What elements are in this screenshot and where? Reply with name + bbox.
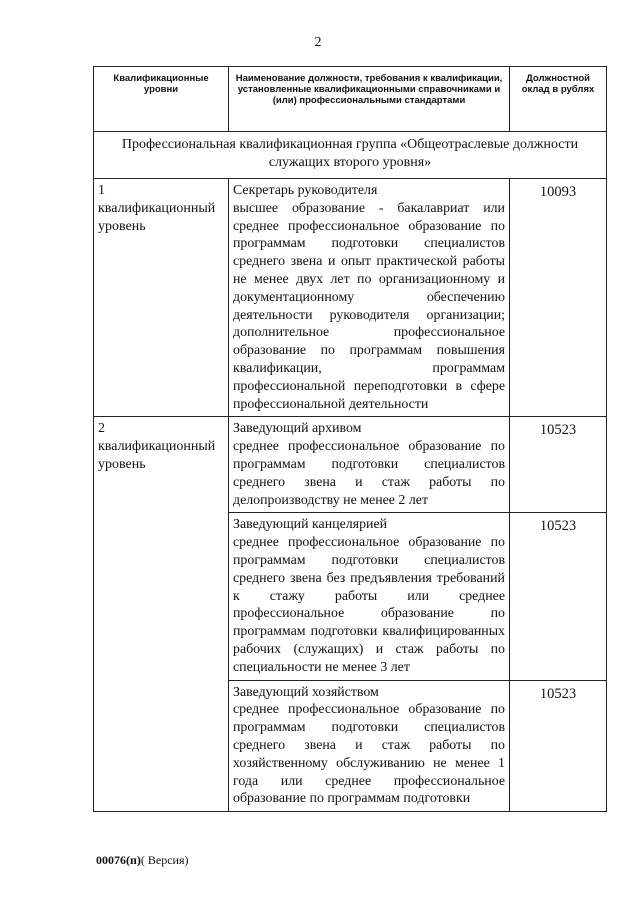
page-number: 2 — [314, 35, 322, 50]
header-level: Квалификационные уровни — [94, 67, 229, 132]
level-cell: 2 квалификационный уровень — [94, 417, 229, 812]
header-position: Наименование должности, требования к квалификации, установленные квалификационными справочниками и (или) профессиональными стандартами — [229, 67, 510, 132]
level-cell: 1 квалификационный уровень — [94, 179, 229, 417]
table-row — [94, 417, 607, 513]
position-title: Заведующий архивом — [233, 421, 362, 437]
salary-cell: 10523 — [510, 513, 607, 680]
salary-cell: 10093 — [510, 179, 607, 417]
qualification-table — [93, 66, 607, 812]
footer-version: ( Версия) — [140, 853, 189, 867]
position-requirements: высшее образование - бакалавриат или среднее профессиональное образование по программам подготовки специалистов среднего звена и опыт практической работы не менее двух лет по организационному и документационному обеспечению деятельности руководителя организации; дополнительное профессиональное образование по программам повышения квалификации, программам профессиональной переподготовки в сфере профессиональной деятельности — [233, 200, 505, 412]
position-cell — [229, 513, 510, 680]
position-requirements: среднее профессиональное образование по программам подготовки специалистов среднего звена без предъявления требований к стажу работы или среднее профессиональное образование по программам подготовки квалифицированных рабочих (служащих) и стаж работы по специальности не менее 3 лет — [233, 535, 505, 675]
salary-cell: 10523 — [510, 417, 607, 513]
position-cell — [229, 680, 510, 812]
position-cell — [229, 179, 510, 417]
group-title-row — [94, 132, 607, 179]
position-requirements: среднее профессиональное образование по программам подготовки специалистов среднего звена и стаж работы по делопроизводству не менее 2 лет — [233, 439, 505, 508]
footer-code: 00076(п) — [96, 853, 141, 867]
position-cell — [229, 417, 510, 513]
position-title: Заведующий хозяйством — [233, 684, 379, 700]
header-salary: Должностной оклад в рублях — [510, 67, 607, 132]
table-header-row — [94, 67, 607, 132]
salary-cell: 10523 — [510, 680, 607, 812]
group-title: Профессиональная квалификационная группа «Общеотраслевые должности служащих второго уровня» — [94, 132, 607, 179]
position-requirements: среднее профессиональное образование по программам подготовки специалистов среднего звена и стаж работы по хозяйственному обслуживанию не менее 1 года или среднее профессиональное образование по программам подготовки — [233, 702, 505, 807]
position-title: Заведующий канцелярией — [233, 517, 388, 533]
table-row — [94, 179, 607, 417]
document-footer — [96, 853, 189, 868]
position-title: Секретарь руководителя — [233, 183, 378, 198]
